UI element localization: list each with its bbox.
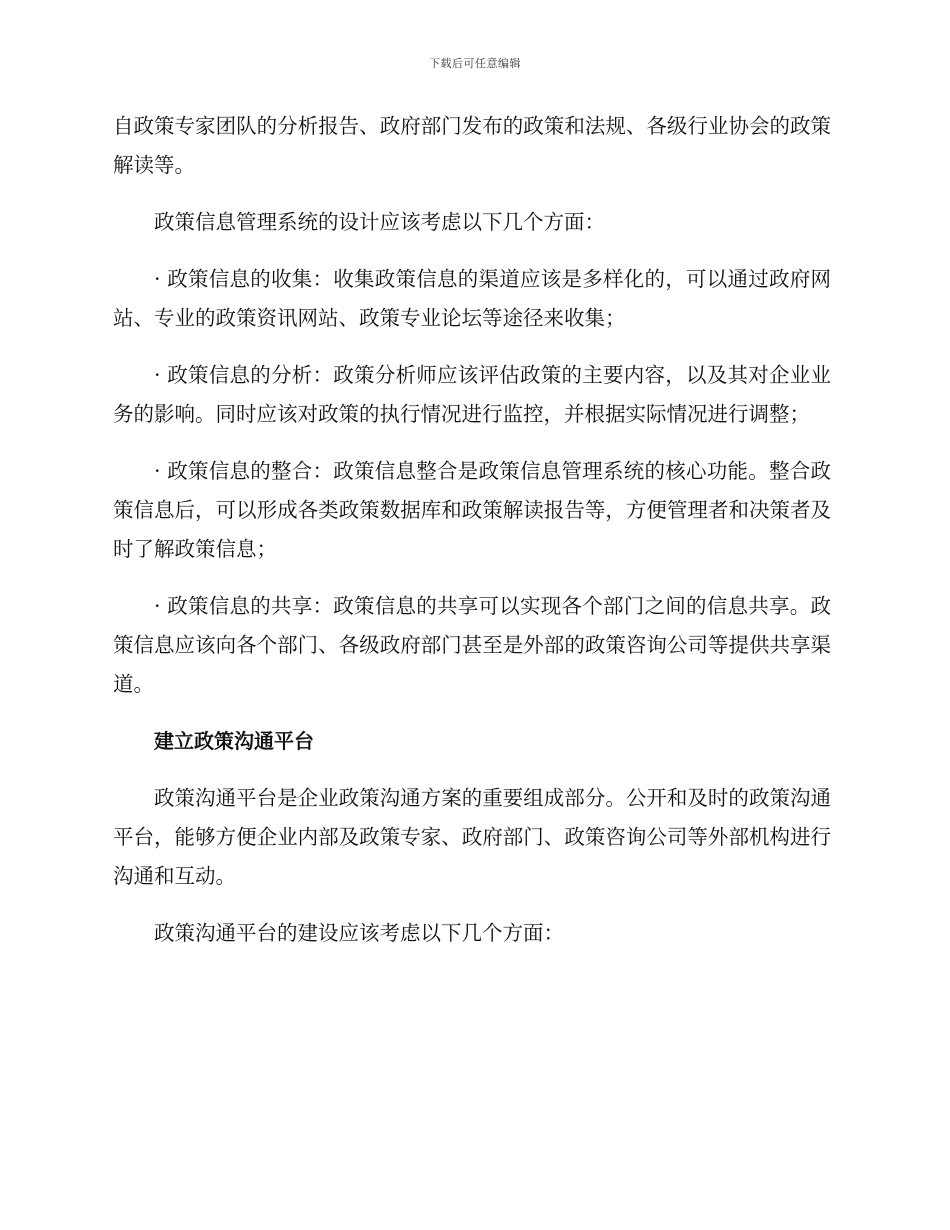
paragraph-continuation: 自政策专家团队的分析报告、政府部门发布的政策和法规、各级行业协会的政策解读等。 <box>113 114 831 177</box>
bullet-integration: · 政策信息的整合：政策信息整合是政策信息管理系统的核心功能。整合政策信息后，可以形成各类政策数据库和政策解读报告等，方便管理者和决策者及时了解政策信息； <box>113 459 831 561</box>
bullet-collection: · 政策信息的收集：收集政策信息的渠道应该是多样化的，可以通过政府网站、专业的政策资讯网站、政策专业论坛等途径来收集； <box>113 267 831 330</box>
download-edit-note: 下载后可任意编辑 <box>429 57 521 70</box>
bullet-sharing: · 政策信息的共享：政策信息的共享可以实现各个部门之间的信息共享。政策信息应该向各个部门、各级政府部门甚至是外部的政策咨询公司等提供共享渠道。 <box>113 594 831 696</box>
paragraph-platform-intro: 政策沟通平台是企业政策沟通方案的重要组成部分。公开和及时的政策沟通平台，能够方便企业内部及政策专家、政府部门、政策咨询公司等外部机构进行沟通和互动。 <box>113 786 831 888</box>
section-heading: 建立政策沟通平台 <box>154 729 314 753</box>
bullet-analysis: · 政策信息的分析：政策分析师应该评估政策的主要内容，以及其对企业业务的影响。同时应该对政策的执行情况进行监控，并根据实际情况进行调整； <box>113 363 831 426</box>
paragraph-design-intro: 政策信息管理系统的设计应该考虑以下几个方面： <box>154 210 605 234</box>
paragraph-platform-aspects: 政策沟通平台的建设应该考虑以下几个方面： <box>154 921 564 945</box>
document-body <box>113 107 831 971</box>
